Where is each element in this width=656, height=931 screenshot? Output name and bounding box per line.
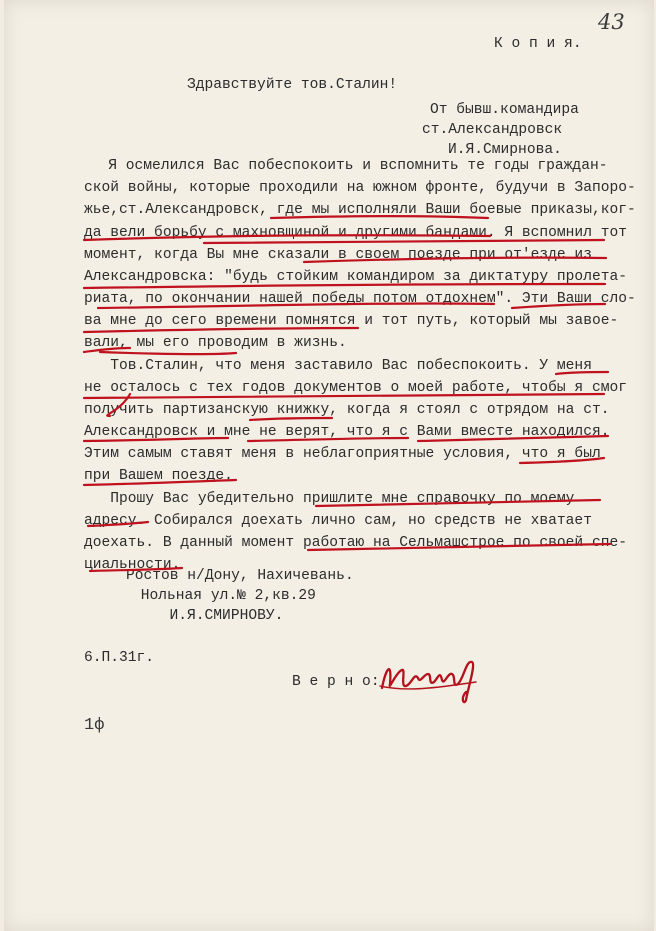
body-line-6: Александровска: "будь стойким командиром за диктатуру пролета- [84,269,627,285]
address-line-2: Нольная ул.№ 2,кв.29 [132,588,316,604]
address-line-1: Ростов н/Дону, Нахичевань. [126,568,354,584]
body-line-19: циальности. [84,557,181,573]
body-line-8: ва мне до сего времени помнятся и тот путь, который мы завое- [84,313,619,329]
body-line-1: Я осмелился Вас побеспокоить и вспомнить те годы граждан- [82,158,608,174]
footer-mark: 1ф [84,716,105,735]
signature [376,648,486,708]
page-number: 43 [598,10,625,34]
body-line-14: Этим самым ставят меня в неблагоприятные условия, что я был [84,446,601,462]
body-line-10: Тов.Сталин, что меня заставило Вас побеспокоить. У меня [84,358,592,374]
certified-label: В е р н о: [292,674,380,690]
address-line-3: И.Я.СМИРНОВУ. [152,608,284,624]
body-line-13: Александровск и мне не верят, что я с Вами вместе находился. [84,424,610,440]
body-line-16: Прошу Вас убедительно пришлите мне справочку по моему [84,491,575,507]
from-line-3: И.Я.Смирнова. [448,142,562,158]
from-line-1: От бывш.командира [430,102,579,118]
body-line-9: вали, мы его проводим в жизнь. [84,335,347,351]
body-line-11: не осталось с тех годов документов о моей работе, чтобы я смог [84,380,627,396]
salutation: Здравствуйте тов.Сталин! [187,77,398,93]
body-line-3: жье,ст.Александровск, где мы исполняли Ваши боевые приказы,ког- [84,202,636,218]
body-line-4: да вели борьбу с махновщиной и другими бандами. Я вспомнил тот [84,225,627,241]
body-line-5: момент, когда Вы мне сказали в своем поезде при от'езде из [84,247,592,263]
from-line-2: ст.Александровск [422,122,563,138]
body-line-17: адресу. Собирался доехать лично сам, но средств не хватает [84,513,592,529]
body-line-18: доехать. В данный момент работаю на Сельмашстрое по своей спе- [84,535,627,551]
copy-header: К о п и я. [494,36,582,52]
letter-date: 6.П.31г. [84,650,155,666]
body-line-2: ской войны, которые проходили на южном фронте, будучи в Запоро- [84,180,636,196]
body-line-7: риата, по окончании нашей победы потом отдохнем". Эти Ваши сло- [84,291,636,307]
body-line-15: при Вашем поезде. [84,468,233,484]
body-line-12: получить партизанскую книжку, когда я стоял с отрядом на ст. [84,402,610,418]
